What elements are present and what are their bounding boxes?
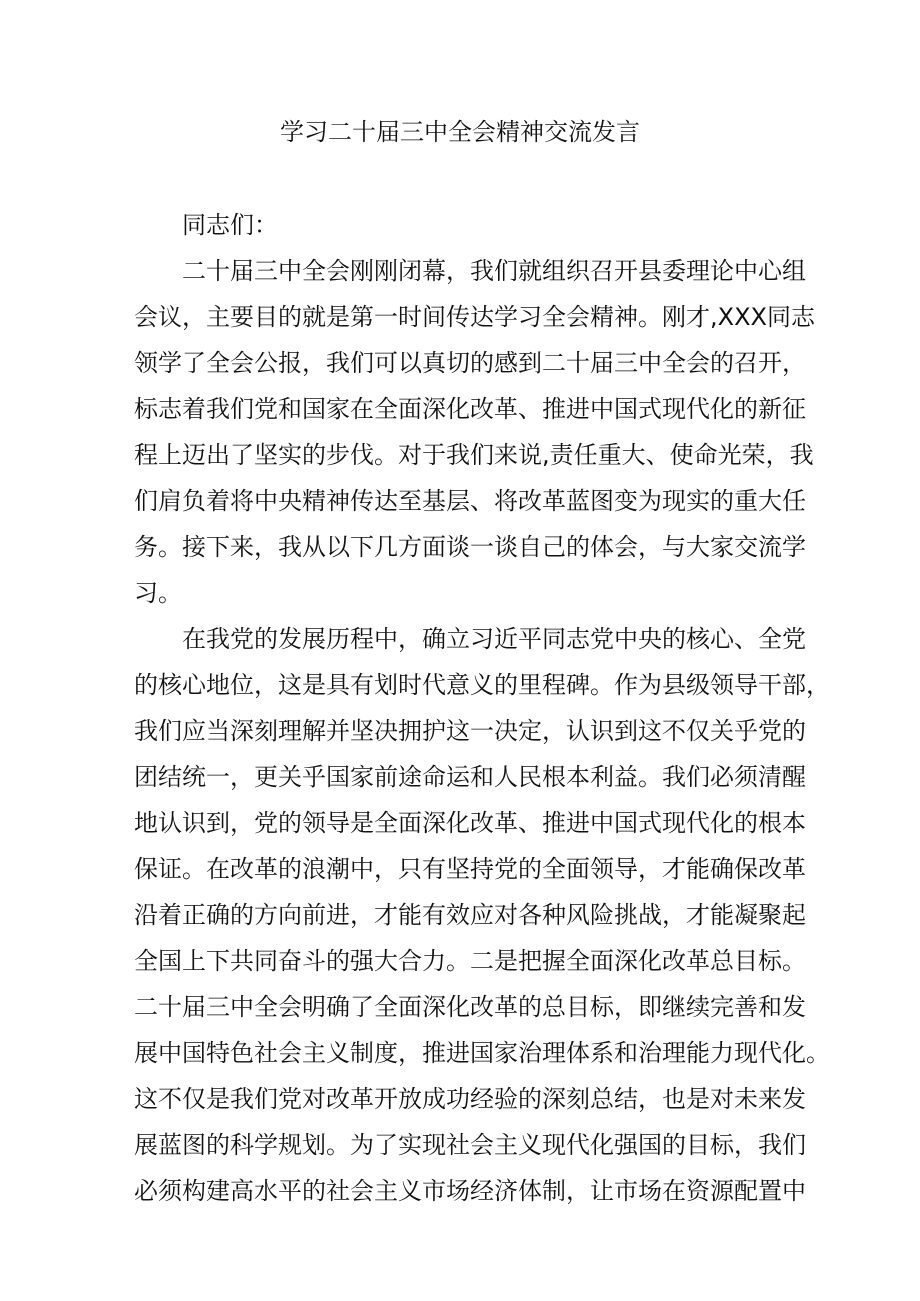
paragraph-line: 展中国特色社会主义制度，推进国家治理体系和治理能力现代化。 bbox=[134, 1039, 830, 1067]
paragraph-line: 团结统一，更关乎国家前途命运和人民根本利益。我们必须清醒 bbox=[134, 763, 806, 791]
paragraph-line: 保证。在改革的浪潮中，只有坚持党的全面领导，才能确保改革 bbox=[134, 855, 806, 883]
paragraph-1 bbox=[134, 248, 815, 616]
paragraph-line: 必须构建高水平的社会主义市场经济体制，让市场在资源配置中 bbox=[134, 1177, 806, 1205]
paragraph-line: 展蓝图的科学规划。为了实现社会主义现代化强国的目标，我们 bbox=[134, 1131, 806, 1159]
paragraph-line: 沿着正确的方向前进，才能有效应对各种风险挑战，才能凝聚起 bbox=[134, 901, 806, 929]
paragraph-line: 会议，主要目的就是第一时间传达学习全会精神。刚才,XXX同志 bbox=[134, 303, 815, 331]
paragraph-line: 标志着我们党和国家在全面深化改革、推进中国式现代化的新征 bbox=[134, 395, 806, 423]
paragraph-line: 领学了全会公报，我们可以真切的感到二十届三中全会的召开， bbox=[134, 349, 806, 377]
paragraph-line: 程上迈出了坚实的步伐。对于我们来说,责任重大、使命光荣，我 bbox=[134, 441, 814, 469]
paragraph-line: 二十届三中全会刚刚闭幕，我们就组织召开县委理论中心组 bbox=[182, 257, 806, 285]
paragraph-line: 习。 bbox=[134, 579, 182, 607]
paragraph-line: 二十届三中全会明确了全面深化改革的总目标，即继续完善和发 bbox=[134, 993, 806, 1021]
paragraph-line: 务。接下来，我从以下几方面谈一谈自己的体会，与大家交流学 bbox=[134, 533, 806, 561]
paragraph-line: 们肩负着将中央精神传达至基层、将改革蓝图变为现实的重大任 bbox=[134, 487, 806, 515]
paragraph-2 bbox=[134, 616, 830, 1214]
paragraph-line: 的核心地位，这是具有划时代意义的里程碑。作为县级领导干部， bbox=[134, 671, 830, 699]
document-title: 学习二十届三中全会精神交流发言 bbox=[280, 118, 640, 146]
paragraph-line: 地认识到，党的领导是全面深化改革、推进中国式现代化的根本 bbox=[134, 809, 806, 837]
paragraph-line: 在我党的发展历程中，确立习近平同志党中央的核心、全党 bbox=[182, 625, 806, 653]
paragraph-line: 我们应当深刻理解并坚决拥护这一决定，认识到这不仅关乎党的 bbox=[134, 717, 806, 745]
salutation: 同志们： bbox=[182, 211, 278, 239]
paragraph-line: 全国上下共同奋斗的强大合力。二是把握全面深化改革总目标。 bbox=[134, 947, 806, 975]
paragraph-line: 这不仅是我们党对改革开放成功经验的深刻总结，也是对未来发 bbox=[134, 1085, 806, 1113]
